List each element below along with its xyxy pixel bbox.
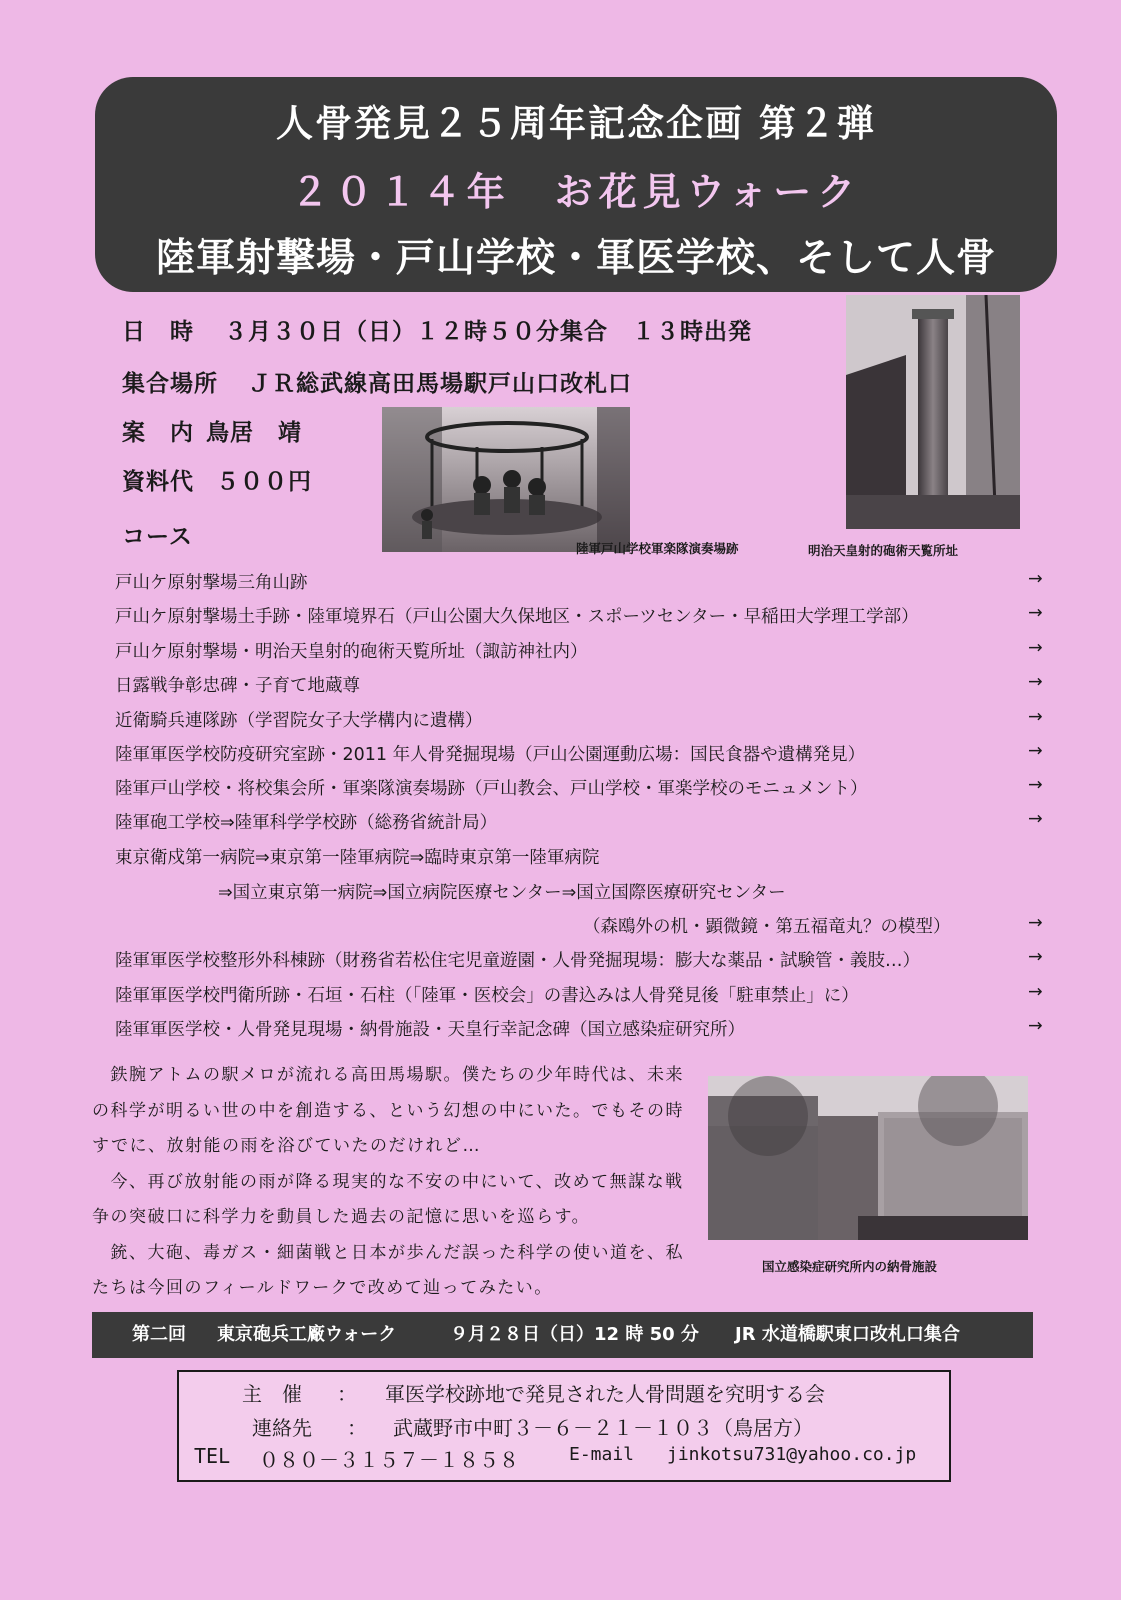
guide-value: 鳥居 靖 (206, 420, 302, 446)
title-line-3: 陸軍射撃場・戸山学校・軍医学校、そして人骨 (155, 236, 996, 281)
course-arrow: → (1028, 707, 1043, 727)
course-arrow: → (1028, 672, 1043, 692)
email-value: jinkotsu731@yahoo.co.jp (667, 1444, 917, 1465)
course-arrow: → (1028, 913, 1043, 933)
course-item: 戸山ケ原射撃場・明治天皇射的砲術天覧所址（諏訪神社内） (115, 642, 588, 662)
place-row (122, 365, 632, 398)
body-text (92, 1058, 702, 1307)
body-paragraph: 今、再び放射能の雨が降る現実的な不安の中にいて、改めて無謀な戦争の突破口に科学力を動員した過去の記憶に思いを巡らす。 (92, 1171, 684, 1227)
course-item: 陸軍砲工学校⇒陸軍科学学校跡（総務省統計局） (115, 813, 498, 833)
next-walk-place: JR 水道橋駅東口改札口集合 (735, 1324, 960, 1345)
monument-photo (846, 295, 1020, 529)
course-arrow: → (1028, 809, 1043, 829)
place-value: ＪＲ総武線高田馬場駅戸山口改札口 (248, 371, 632, 397)
course-item: 陸軍軍医学校・人骨発見現場・納骨施設・天皇行幸記念碑（国立感染症研究所） (115, 1020, 745, 1040)
tel-label: TEL (194, 1444, 231, 1468)
course-item: 戸山ケ原射撃場三角山跡 (115, 573, 308, 593)
course-item: 戸山ケ原射撃場土手跡・陸軍境界石（戸山公園大久保地区・スポーツセンター・早稲田大学理工学部） (115, 607, 919, 627)
course-arrow: → (1028, 775, 1043, 795)
tel-value: ０８０－３１５７－１８５８ (259, 1448, 519, 1472)
course-arrow: → (1028, 982, 1043, 1002)
address-label: 連絡先 (252, 1416, 312, 1440)
course-arrow: → (1028, 741, 1043, 761)
datetime-value: ３月３０日（日）１２時５０分集合 １３時出発 (224, 319, 752, 345)
address-value: 武蔵野市中町３－６－２１－１０３（鳥居方） (393, 1416, 813, 1440)
guide-label: 案 内 (122, 420, 194, 446)
monument-caption: 明治天皇射的砲術天覧所址 (808, 543, 959, 558)
next-walk-banner (92, 1312, 1033, 1358)
fee-row (122, 463, 312, 496)
next-walk-date: ９月２８日（日）12 時 50 分 (450, 1324, 699, 1345)
course-arrow: → (1028, 1016, 1043, 1036)
contact-box (177, 1370, 951, 1482)
email-label: E-mail (569, 1444, 635, 1465)
datetime-row (122, 313, 752, 346)
course-arrow: → (1028, 603, 1043, 623)
ossuary-photo (708, 1076, 1028, 1240)
course-item: 日露戦争彰忠碑・子育て地蔵尊 (115, 676, 360, 696)
address-sep: ： (347, 1416, 367, 1440)
course-item: ⇒国立東京第一病院⇒国立病院医療センター⇒国立国際医療研究センター (218, 883, 786, 903)
body-paragraph: 鉄腕アトムの駅メロが流れる高田馬場駅。僕たちの少年時代は、未来の科学が明るい世の中を創造する、という幻想の中にいた。でもその時すでに、放射能の雨を浴びていたのだけれど… (92, 1065, 684, 1156)
course-item: 東京衛戍第一病院⇒東京第一陸軍病院⇒臨時東京第一陸軍病院 (115, 848, 600, 868)
bandstand-photo (382, 407, 630, 552)
course-item: 陸軍戸山学校・将校集会所・軍楽隊演奏場跡（戸山教会、戸山学校・軍楽学校のモニュメント） (115, 779, 868, 799)
title-line-1: 人骨発見２５周年記念企画 第２弾 (276, 102, 876, 145)
organizer-value: 軍医学校跡地で発見された人骨問題を究明する会 (385, 1382, 825, 1406)
bandstand-caption: 陸軍戸山学校軍楽隊演奏場跡 (576, 541, 739, 556)
course-arrow: → (1028, 638, 1043, 658)
title-banner (95, 77, 1057, 292)
course-item: 陸軍軍医学校整形外科棟跡（財務省若松住宅児童遊園・人骨発掘現場：膨大な薬品・試験管・義肢…） (115, 951, 920, 971)
fee-value: ５００円 (216, 469, 312, 495)
body-paragraph: 銃、大砲、毒ガス・細菌戦と日本が歩んだ誤った科学の使い道を、私たちは今回のフィールドワークで改めて辿ってみたい。 (92, 1242, 684, 1298)
course-item: 陸軍軍医学校防疫研究室跡・2011 年人骨発掘現場（戸山公園運動広場：国民食器や遺構発見） (115, 745, 866, 765)
course-arrow: → (1028, 569, 1043, 589)
fee-label: 資料代 (122, 469, 194, 495)
ossuary-caption: 国立感染症研究所内の納骨施設 (762, 1259, 938, 1274)
course-item: （森鴎外の机・顕微鏡・第五福竜丸？の模型） (583, 917, 951, 937)
course-label: コース (122, 524, 193, 550)
course-item: 近衛騎兵連隊跡（学習院女子大学構内に遺構） (115, 711, 483, 731)
course-arrow: → (1028, 947, 1043, 967)
datetime-label: 日 時 (122, 319, 194, 345)
organizer-label: 主 催 (242, 1382, 302, 1406)
next-walk-label: 第二回 (132, 1324, 186, 1345)
organizer-sep: ： (337, 1382, 357, 1406)
course-item: 陸軍軍医学校門衛所跡・石垣・石柱（「陸軍・医校会」の書込みは人骨発見後「駐車禁止」に） (115, 986, 859, 1006)
guide-row (122, 414, 302, 447)
next-walk-title: 東京砲兵工廠ウォーク (217, 1324, 397, 1345)
place-label: 集合場所 (122, 371, 218, 397)
title-line-2: ２０１４年 お花見ウォーク (290, 170, 862, 214)
